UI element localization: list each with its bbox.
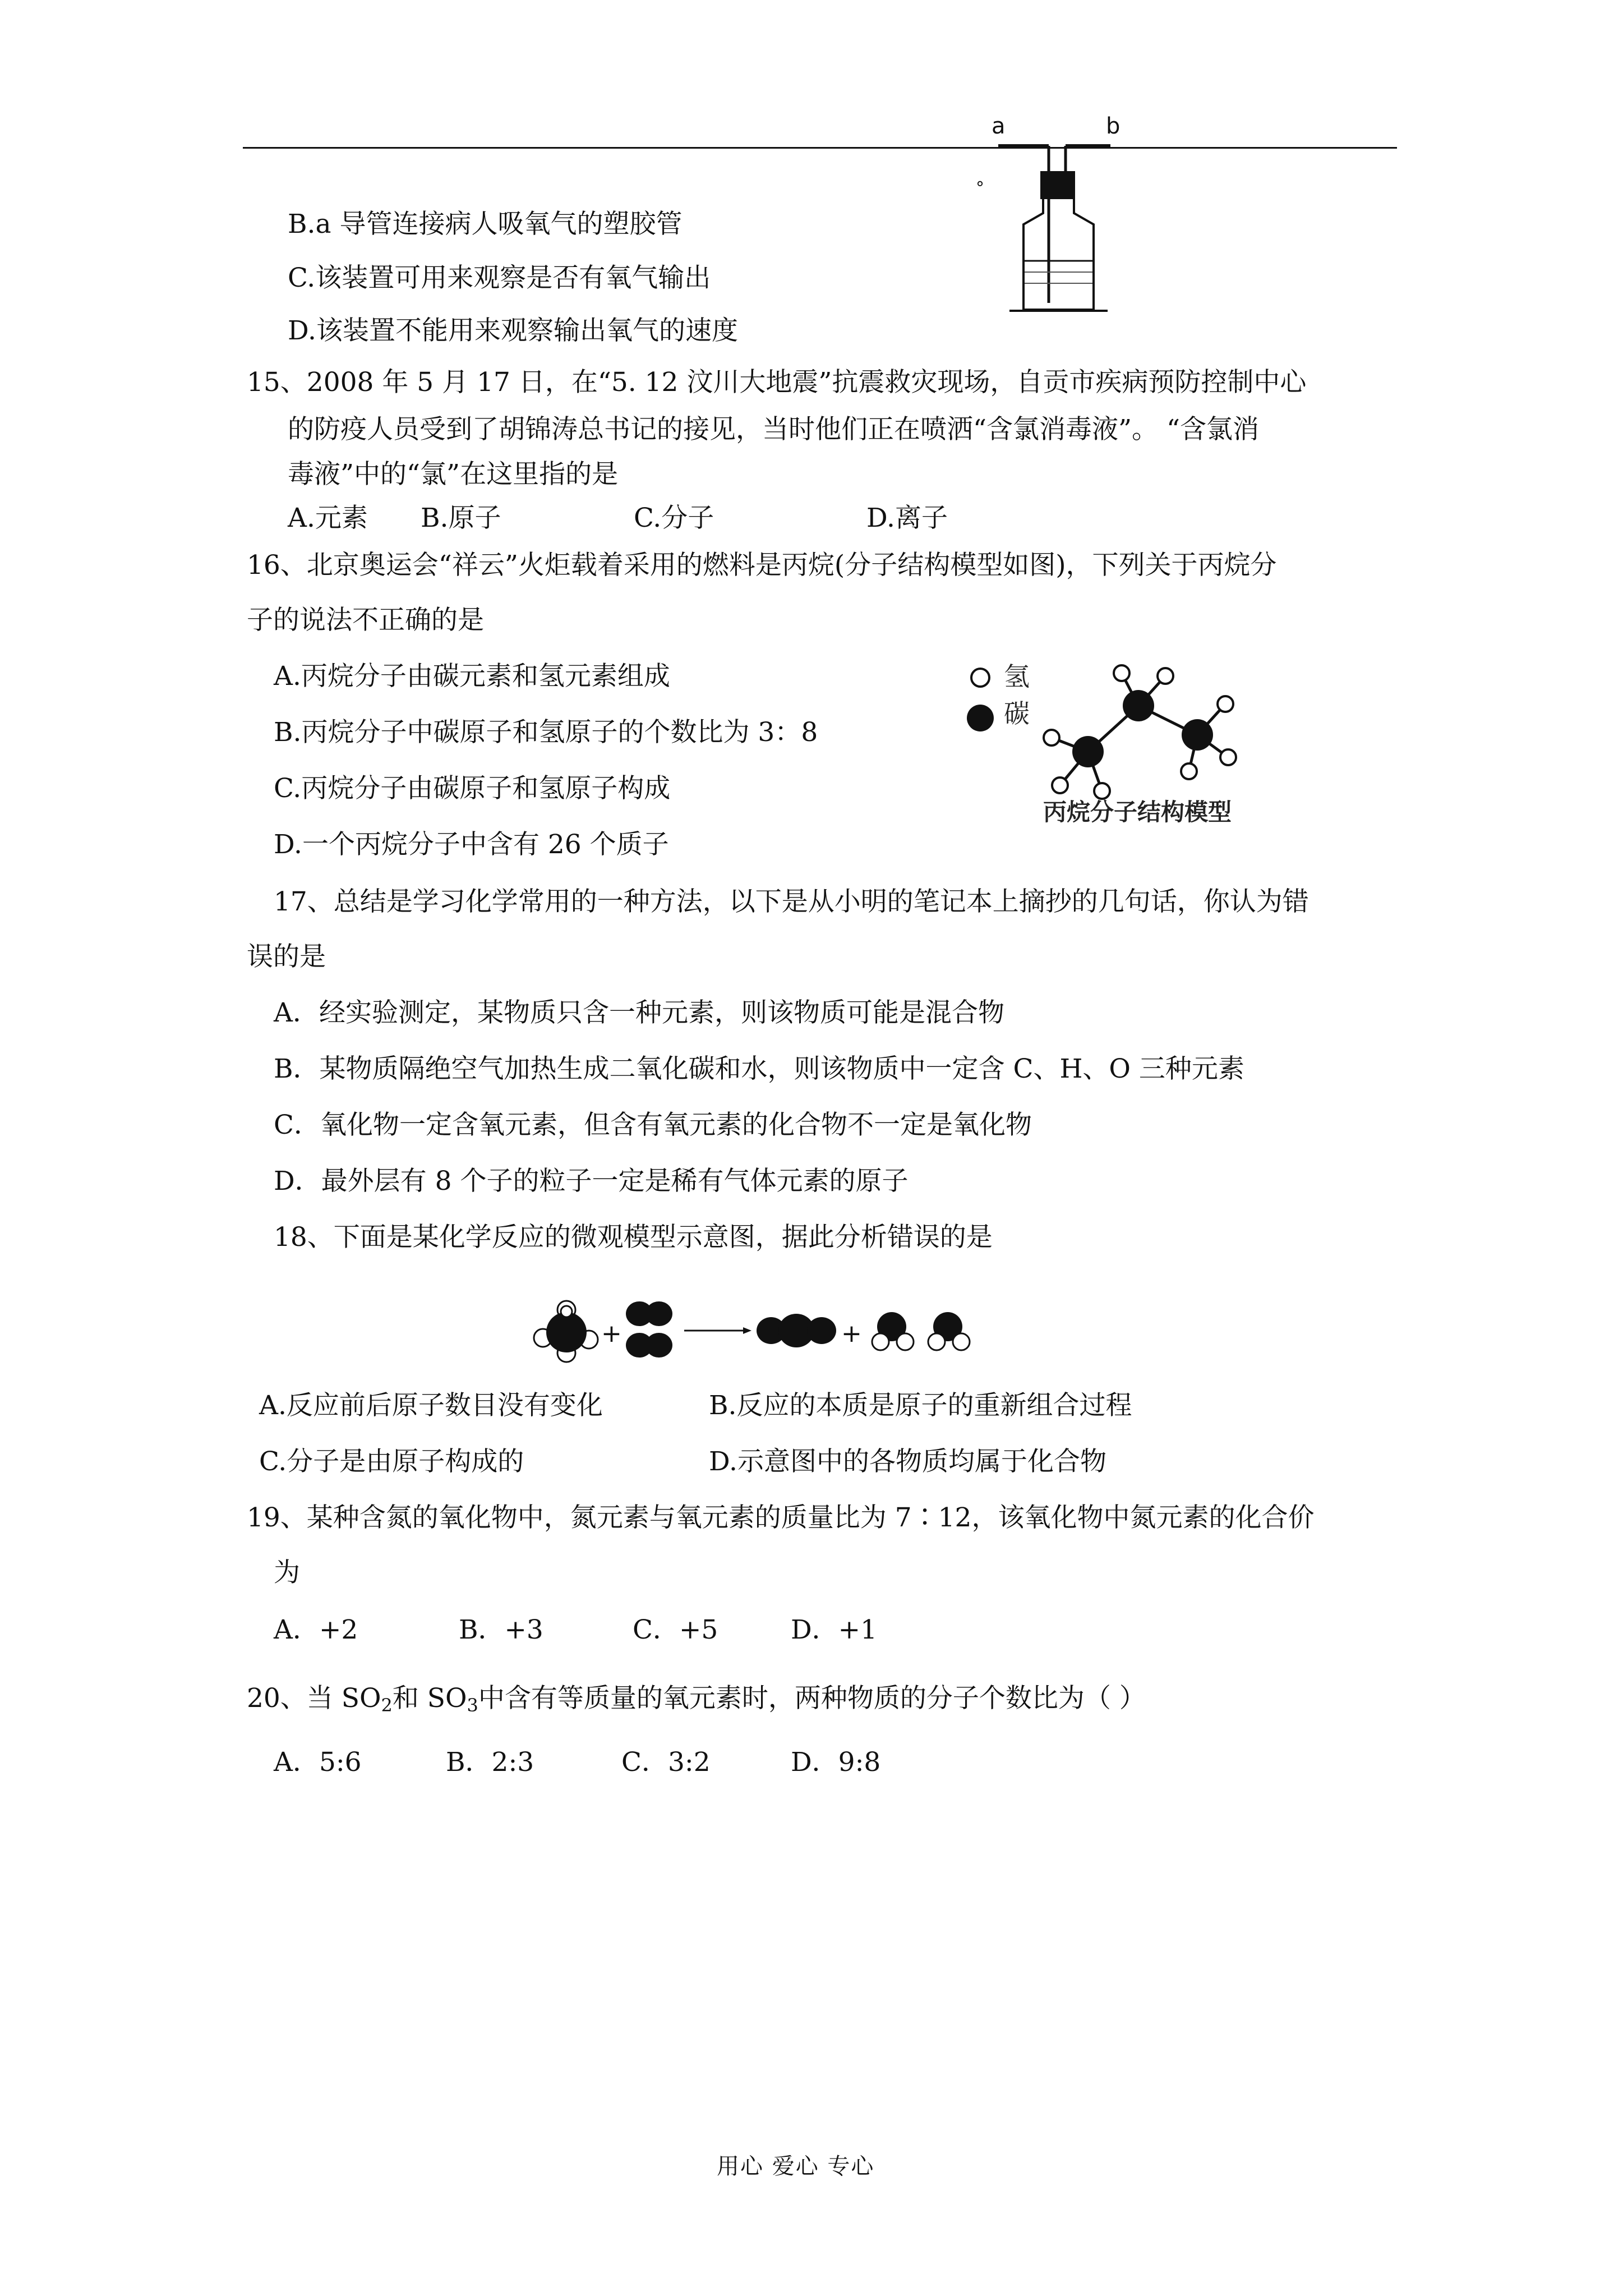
propane-model-figure: [953, 645, 1267, 830]
q18-line-1: 18、下面是某化学反应的微观模型示意图，据此分析错误的是: [274, 1222, 993, 1253]
q18-option-d: D.示意图中的各物质均属于化合物: [709, 1446, 1106, 1477]
q20-sub-2: 2: [381, 1695, 393, 1716]
tube-label-b: b: [1106, 113, 1121, 139]
q18-option-b: B.反应的本质是原子的重新组合过程: [709, 1390, 1132, 1421]
q15-option-b: B.原子: [421, 503, 501, 533]
q19-option-a: A．+2: [274, 1614, 358, 1645]
q17-line-2: 误的是: [247, 941, 326, 972]
q14-option-d: D.该装置不能用来观察输出氧气的速度: [288, 315, 738, 346]
q20-option-c: C．3:2: [621, 1747, 711, 1778]
q18-option-a: A.反应前后原子数目没有变化: [259, 1390, 603, 1421]
q20-option-d: D．9:8: [791, 1747, 881, 1778]
q17-option-c: C．氧化物一定含氧元素，但含有氧元素的化合物不一定是氧化物: [274, 1110, 1032, 1140]
q14-option-c: C.该装置可用来观察是否有氧气输出: [288, 263, 711, 293]
legend-carbon-label: 碳: [1004, 698, 1030, 729]
q20-option-b: B．2:3: [446, 1747, 534, 1778]
gas-washing-bottle-figure: [976, 112, 1155, 320]
q19-option-c: C．+5: [633, 1614, 718, 1645]
q20-text-mid: 和 SO: [392, 1683, 467, 1714]
q17-option-a: A．经实验测定，某物质只含一种元素，则该物质可能是混合物: [274, 997, 1004, 1028]
plus-sign-2: +: [841, 1319, 862, 1348]
q20-text-pre: 20、当 SO: [247, 1683, 381, 1714]
q16-option-a: A.丙烷分子由碳元素和氢元素组成: [274, 661, 670, 692]
q18-option-c: C.分子是由原子构成的: [259, 1446, 524, 1477]
reaction-model-figure: [522, 1290, 987, 1369]
q16-line-1: 16、北京奥运会“祥云”火炬载着采用的燃料是丙烷(分子结构模型如图)，下列关于丙烷分: [247, 550, 1277, 581]
q17-option-d: D．最外层有 8 个子的粒子一定是稀有气体元素的原子: [274, 1166, 909, 1197]
q16-line-2: 子的说法不正确的是: [247, 605, 484, 636]
q20-line-1: [247, 1682, 1146, 1715]
q14-option-b: B.a 导管连接病人吸氧气的塑胶管: [288, 209, 683, 240]
q16-option-c: C.丙烷分子由碳原子和氢原子构成: [274, 773, 671, 804]
q17-line-1: 17、总结是学习化学常用的一种方法，以下是从小明的笔记本上摘抄的几句话，你认为错: [274, 886, 1309, 917]
q20-option-a: A．5:6: [274, 1747, 362, 1778]
q15-line-2: 的防疫人员受到了胡锦涛总书记的接见，当时他们正在喷洒“含氯消毒液”。 “含氯消: [288, 414, 1260, 445]
q15-line-1: 15、2008 年 5 月 17 日，在“5. 12 汶川大地震”抗震救灾现场，自贡市疾病预防控制中心: [247, 367, 1307, 398]
q16-option-b: B.丙烷分子中碳原子和氢原子的个数比为 3：8: [274, 717, 818, 748]
header-rule: [243, 147, 1397, 149]
q19-line-2: 为: [274, 1557, 300, 1588]
q15-option-c: C.分子: [634, 503, 714, 533]
page-footer: 用心 爱心 专心: [717, 2154, 875, 2179]
q15-line-3: 毒液”中的“氯”在这里指的是: [288, 459, 619, 490]
q15-option-a: A.元素: [288, 503, 368, 533]
q19-option-d: D．+1: [791, 1614, 877, 1645]
q16-option-d: D.一个丙烷分子中含有 26 个质子: [274, 829, 669, 860]
tube-label-a: a: [992, 113, 1006, 139]
dot-mark: °: [976, 178, 984, 198]
q17-option-b: B．某物质隔绝空气加热生成二氧化碳和水，则该物质中一定含 C、H、O 三种元素: [274, 1053, 1244, 1084]
plus-sign-1: +: [601, 1319, 622, 1348]
q15-option-d: D.离子: [866, 503, 948, 533]
q19-line-1: 19、某种含氮的氧化物中，氮元素与氧元素的质量比为 7∶12，该氧化物中氮元素的化合价: [247, 1502, 1315, 1533]
q20-sub-3: 3: [467, 1695, 478, 1716]
q19-option-b: B．+3: [459, 1614, 543, 1645]
propane-figure-caption: 丙烷分子结构模型: [1043, 798, 1232, 826]
legend-hydrogen-label: 氢: [1004, 661, 1030, 692]
q20-text-post: 中含有等质量的氧元素时，两种物质的分子个数比为（ ）: [478, 1683, 1146, 1714]
